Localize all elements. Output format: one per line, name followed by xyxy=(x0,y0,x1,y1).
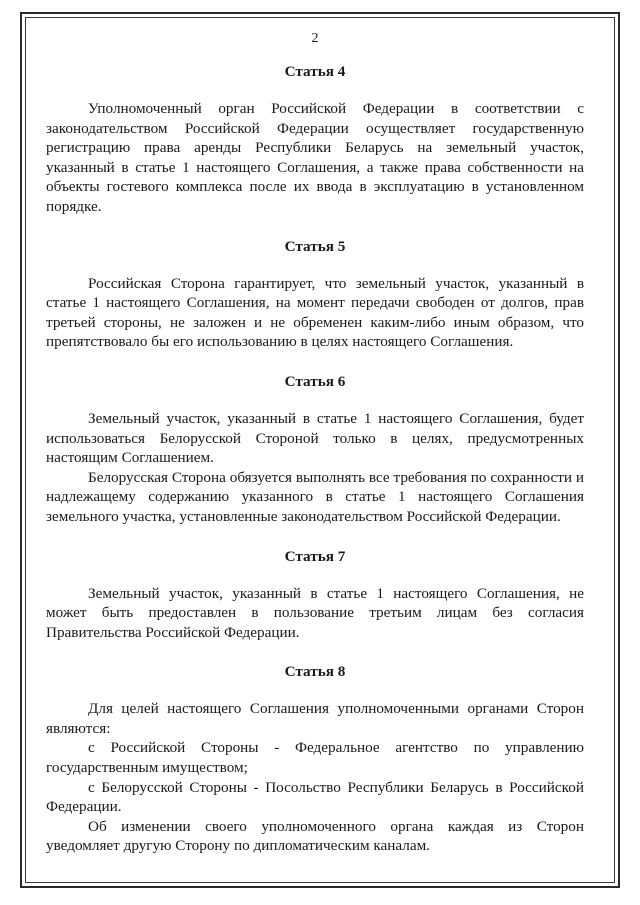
article-paragraph: Белорусская Сторона обязуется выполнять все требования по сохранности и надлежащему содержанию указанного в статье 1 настоящего Соглашения земельного участка, установленные законодательством Российской Федерации. xyxy=(46,468,584,525)
article-heading: Статья 6 xyxy=(284,372,346,390)
article-paragraph: Российская Сторона гарантирует, что земельный участок, указанный в статье 1 настоящего Соглашения, на момент передачи свободен от долгов, прав третьей стороны, не заложен и не обременен каким-либо иным образом, что препятствовало бы его использованию в целях настоящего Соглашения. xyxy=(46,274,584,351)
article-heading: Статья 8 xyxy=(284,663,346,681)
article-4 xyxy=(46,62,584,217)
document-body xyxy=(46,30,584,856)
article-7 xyxy=(46,547,584,643)
article-heading: Статья 4 xyxy=(284,63,346,80)
article-paragraph: Земельный участок, указанный в статье 1 настоящего Соглашения, не может быть предоставлен в пользование третьим лицам без согласия Правительства Российской Федерации. xyxy=(46,584,584,641)
article-paragraph: с Белорусской Стороны - Посольство Республики Беларусь в Российской Федерации. xyxy=(46,778,584,816)
article-paragraph: с Российской Стороны - Федеральное агентство по управлению государственным имуществом; xyxy=(46,739,584,777)
article-heading: Статья 5 xyxy=(284,237,346,255)
article-8 xyxy=(46,662,584,856)
article-heading: Статья 7 xyxy=(284,547,346,565)
article-paragraph: Земельный участок, указанный в статье 1 настоящего Соглашения, будет использоваться Белорусской Стороной только в целях, предусмотренных настоящим Соглашением. xyxy=(46,409,584,467)
article-paragraph: Уполномоченный орган Российской Федерации в соответствии с законодательством Российской Федерации осуществляет государственную регистрацию права аренды Республики Беларусь на земельный участок, указанный в статье 1 настоящего Соглашения, а также права собственности на объекты гостевого комплекса после их ввода в эксплуатацию в установленном порядке. xyxy=(46,100,584,215)
article-5 xyxy=(46,237,584,352)
article-6 xyxy=(46,372,584,527)
article-paragraph: Для целей настоящего Соглашения уполномоченными органами Сторон являются: xyxy=(46,700,584,737)
page-number: 2 xyxy=(311,31,319,46)
article-paragraph: Об изменении своего уполномоченного органа каждая из Сторон уведомляет другую Сторону по дипломатическим каналам. xyxy=(46,817,584,855)
